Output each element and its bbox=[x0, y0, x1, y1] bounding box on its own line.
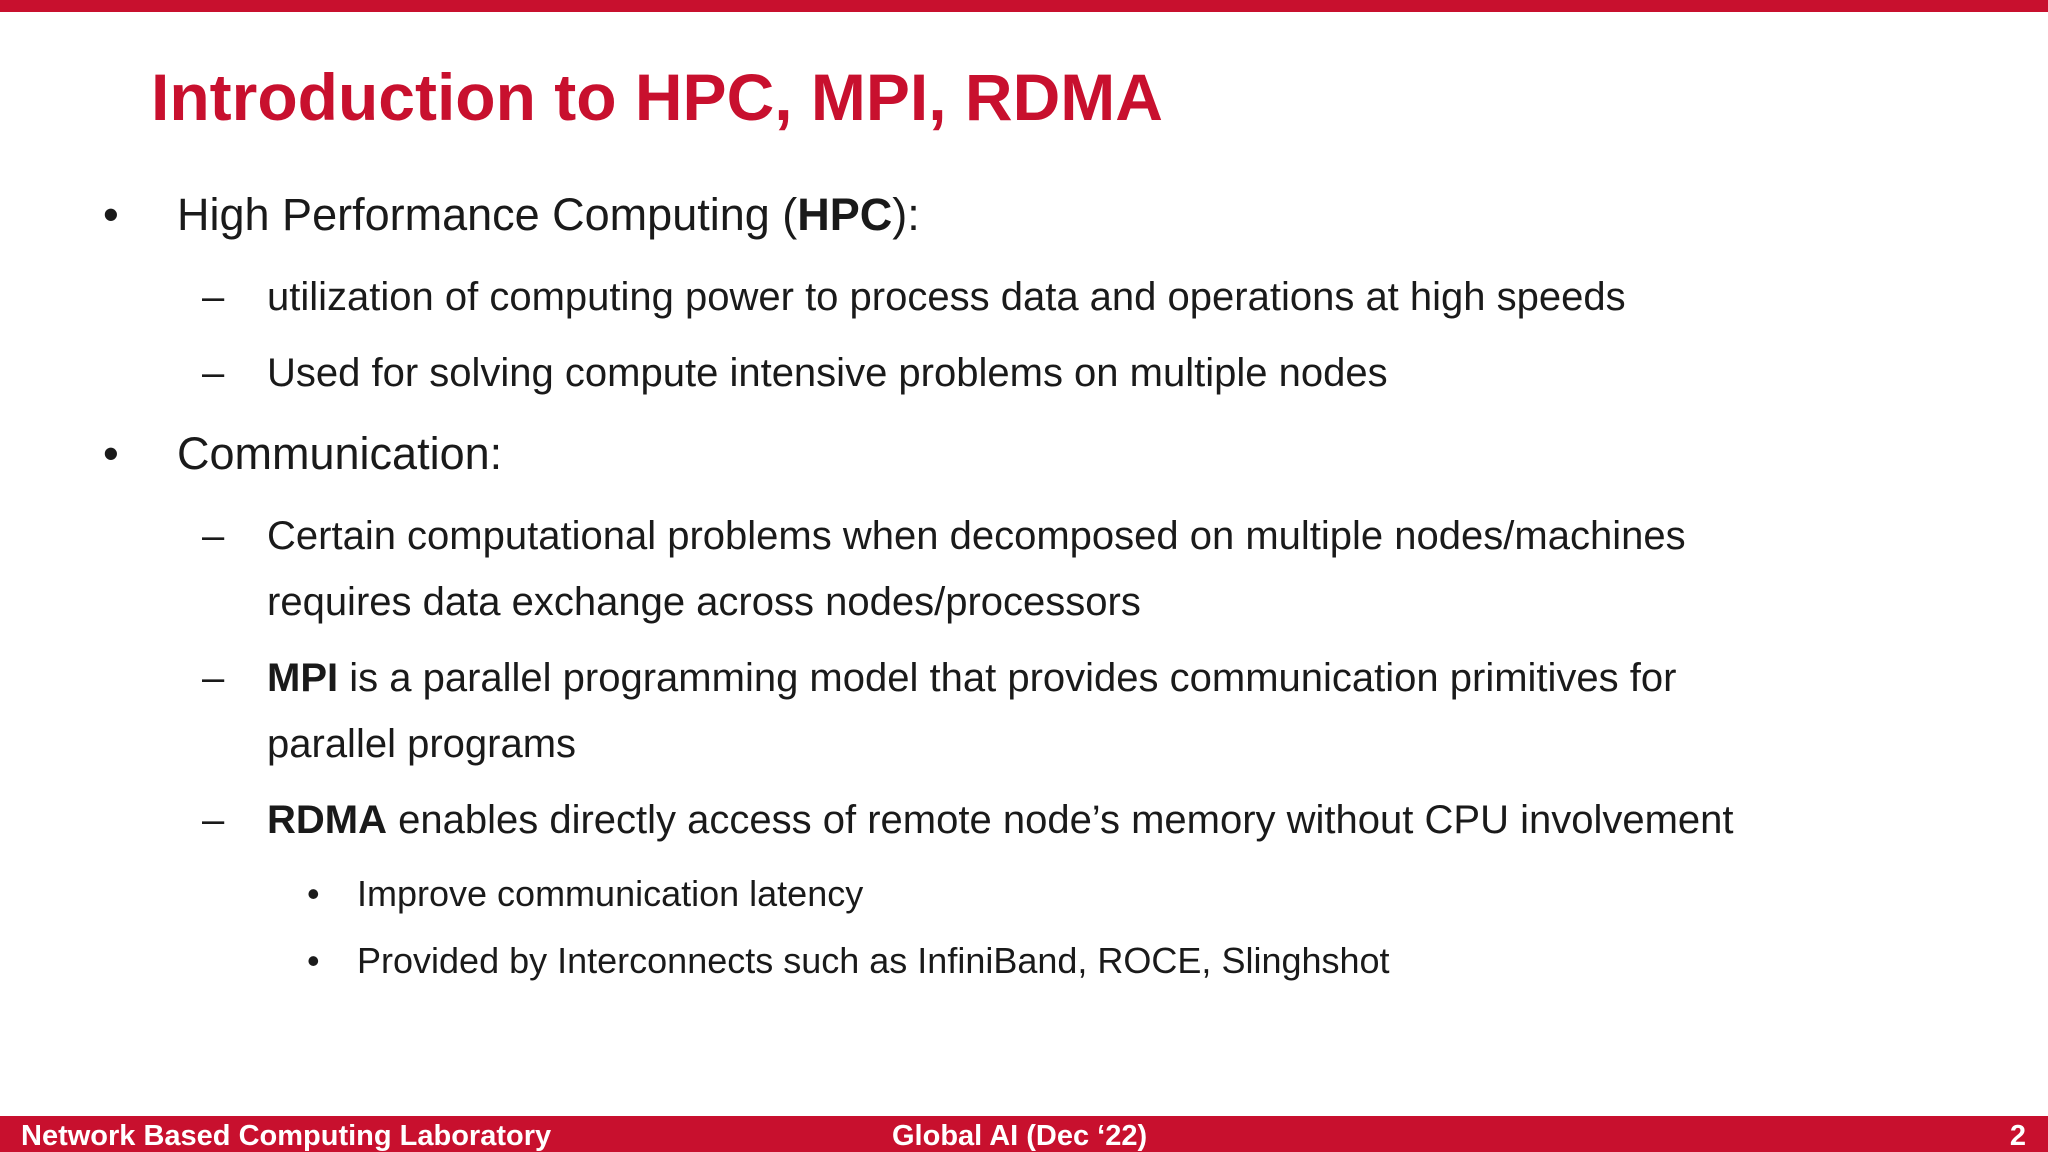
sub-bullet-rdma bbox=[202, 798, 1734, 843]
sub-sub-bullet-text: Improve communication latency bbox=[357, 873, 864, 914]
sub-sub-bullet-interconnects bbox=[307, 940, 1390, 982]
bullet-communication-text: Communication: bbox=[177, 428, 503, 479]
sub-bullet-hpc-usage bbox=[202, 351, 1388, 396]
sub-bullet-text: is a parallel programming model that provides communication primitives for bbox=[338, 656, 1677, 700]
bullet-marker: • bbox=[103, 428, 119, 479]
sub-bullet-text: utilization of computing power to process data and operations at high speeds bbox=[267, 275, 1626, 319]
bullet-hpc-text-pre: High Performance Computing ( bbox=[177, 189, 798, 240]
sub-bullet-decomposition bbox=[202, 514, 1686, 559]
sub-bullet-mpi bbox=[202, 656, 1677, 701]
dash-marker: – bbox=[202, 275, 225, 319]
bullet-hpc-text-post: ): bbox=[892, 189, 920, 240]
bullet-marker: • bbox=[103, 189, 119, 240]
sub-sub-bullet-text: Provided by Interconnects such as InfiniBand, ROCE, Slinghshot bbox=[357, 940, 1390, 981]
sub-bullet-mpi-continued bbox=[267, 722, 576, 767]
sub-bullet-decomposition-continued bbox=[267, 580, 1141, 625]
sub-bullet-text: requires data exchange across nodes/processors bbox=[267, 580, 1141, 624]
page-number: 2 bbox=[2009, 1120, 2026, 1152]
sub-sub-bullet-latency bbox=[307, 873, 864, 915]
slide-title: Introduction to HPC, MPI, RDMA bbox=[151, 60, 1163, 134]
top-accent-bar bbox=[0, 0, 2048, 12]
sub-bullet-hpc-utilization bbox=[202, 275, 1626, 320]
mpi-term: MPI bbox=[267, 656, 339, 700]
dash-marker: – bbox=[202, 351, 225, 395]
bullet-hpc bbox=[103, 189, 920, 241]
sub-bullet-text: Used for solving compute intensive problems on multiple nodes bbox=[267, 351, 1388, 395]
bullet-marker: • bbox=[307, 873, 320, 914]
footer-bar bbox=[0, 1116, 2048, 1152]
dash-marker: – bbox=[202, 514, 225, 558]
bullet-communication bbox=[103, 428, 503, 480]
footer-event: Global AI (Dec ‘22) bbox=[892, 1120, 1148, 1152]
rdma-term: RDMA bbox=[267, 798, 387, 842]
dash-marker: – bbox=[202, 798, 225, 842]
bullet-hpc-text-bold: HPC bbox=[797, 189, 893, 240]
sub-bullet-text: enables directly access of remote node’s memory without CPU involvement bbox=[386, 798, 1734, 842]
dash-marker: – bbox=[202, 656, 225, 700]
sub-bullet-text: Certain computational problems when decomposed on multiple nodes/machines bbox=[267, 514, 1686, 558]
bullet-marker: • bbox=[307, 940, 320, 981]
footer-lab-name: Network Based Computing Laboratory bbox=[21, 1120, 552, 1152]
sub-bullet-text: parallel programs bbox=[267, 722, 577, 766]
